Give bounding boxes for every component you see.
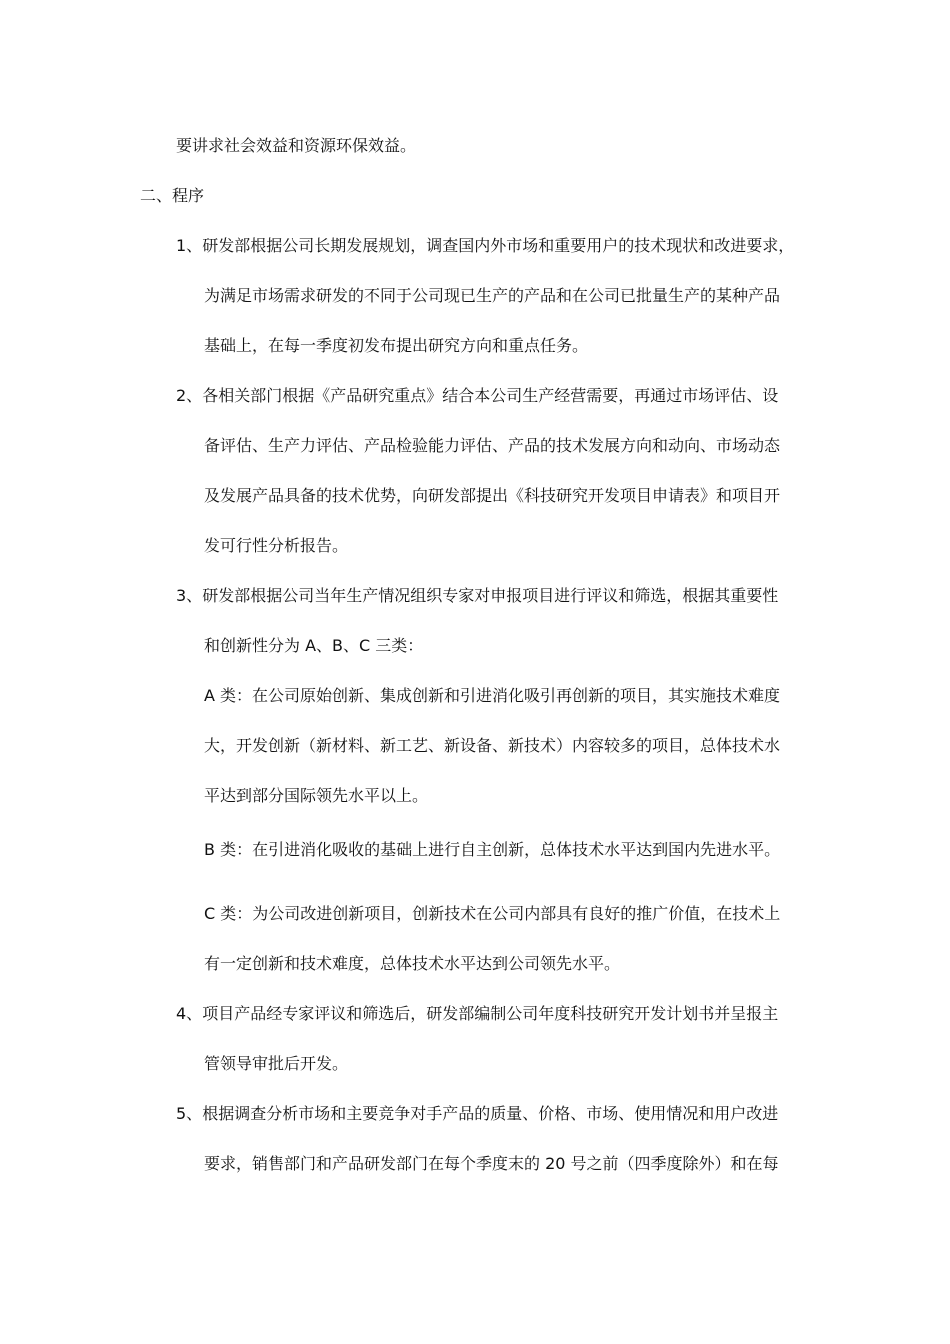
continuation-text: 要讲求社会效益和资源环保效益。 xyxy=(176,136,417,155)
category-b-text: B 类：在引进消化吸收的基础上进行自主创新，总体技术水平达到国内先进水平。 xyxy=(204,840,781,859)
item-text: 根据调查分析市场和主要竞争对手产品的质量、价格、市场、使用情况和用户改进 xyxy=(202,1104,779,1123)
item-text: 发可行性分析报告。 xyxy=(204,536,349,555)
item-text: 研发部根据公司长期发展规划，调查国内外市场和重要用户的技术现状和改进要求， xyxy=(202,236,795,255)
item-number: 2、 xyxy=(176,386,203,405)
list-item-3-first-line xyxy=(176,584,778,608)
item-text: 为满足市场需求研发的不同于公司现已生产的产品和在公司已批量生产的某种产品 xyxy=(204,286,781,305)
list-item-4-first-line xyxy=(176,1002,778,1026)
category-a-text: 平达到部分国际领先水平以上。 xyxy=(204,786,429,805)
item-text: 要求，销售部门和产品研发部门在每个季度末的 20 号之前（四季度除外）和在每 xyxy=(204,1154,779,1173)
item-number: 4、 xyxy=(176,1004,203,1023)
section-heading: 二、程序 xyxy=(140,186,205,205)
category-a-text: A 类：在公司原始创新、集成创新和引进消化吸引再创新的项目，其实施技术难度 xyxy=(204,686,781,705)
item-text: 基础上，在每一季度初发布提出研究方向和重点任务。 xyxy=(204,336,589,355)
item-number: 5、 xyxy=(176,1104,203,1123)
item-number: 1、 xyxy=(176,236,203,255)
item-text: 备评估、生产力评估、产品检验能力评估、产品的技术发展方向和动向、市场动态 xyxy=(204,436,781,455)
list-item-2-first-line xyxy=(176,384,778,408)
category-c-text: C 类：为公司改进创新项目，创新技术在公司内部具有良好的推广价值，在技术上 xyxy=(204,904,781,923)
item-text: 和创新性分为 A、B、C 三类： xyxy=(204,636,424,655)
item-text: 研发部根据公司当年生产情况组织专家对申报项目进行评议和筛选，根据其重要性 xyxy=(202,586,779,605)
item-text: 各相关部门根据《产品研究重点》结合本公司生产经营需要，再通过市场评估、设 xyxy=(202,386,779,405)
item-text: 及发展产品具备的技术优势，向研发部提出《科技研究开发项目申请表》和项目开 xyxy=(204,486,781,505)
item-text: 项目产品经专家评议和筛选后，研发部编制公司年度科技研究开发计划书并呈报主 xyxy=(202,1004,779,1023)
list-item-5-first-line xyxy=(176,1102,778,1126)
item-number: 3、 xyxy=(176,586,203,605)
list-item-1-first-line xyxy=(176,234,794,258)
category-a-text: 大，开发创新（新材料、新工艺、新设备、新技术）内容较多的项目，总体技术水 xyxy=(204,736,781,755)
item-text: 管领导审批后开发。 xyxy=(204,1054,349,1073)
category-c-text: 有一定创新和技术难度，总体技术水平达到公司领先水平。 xyxy=(204,954,621,973)
